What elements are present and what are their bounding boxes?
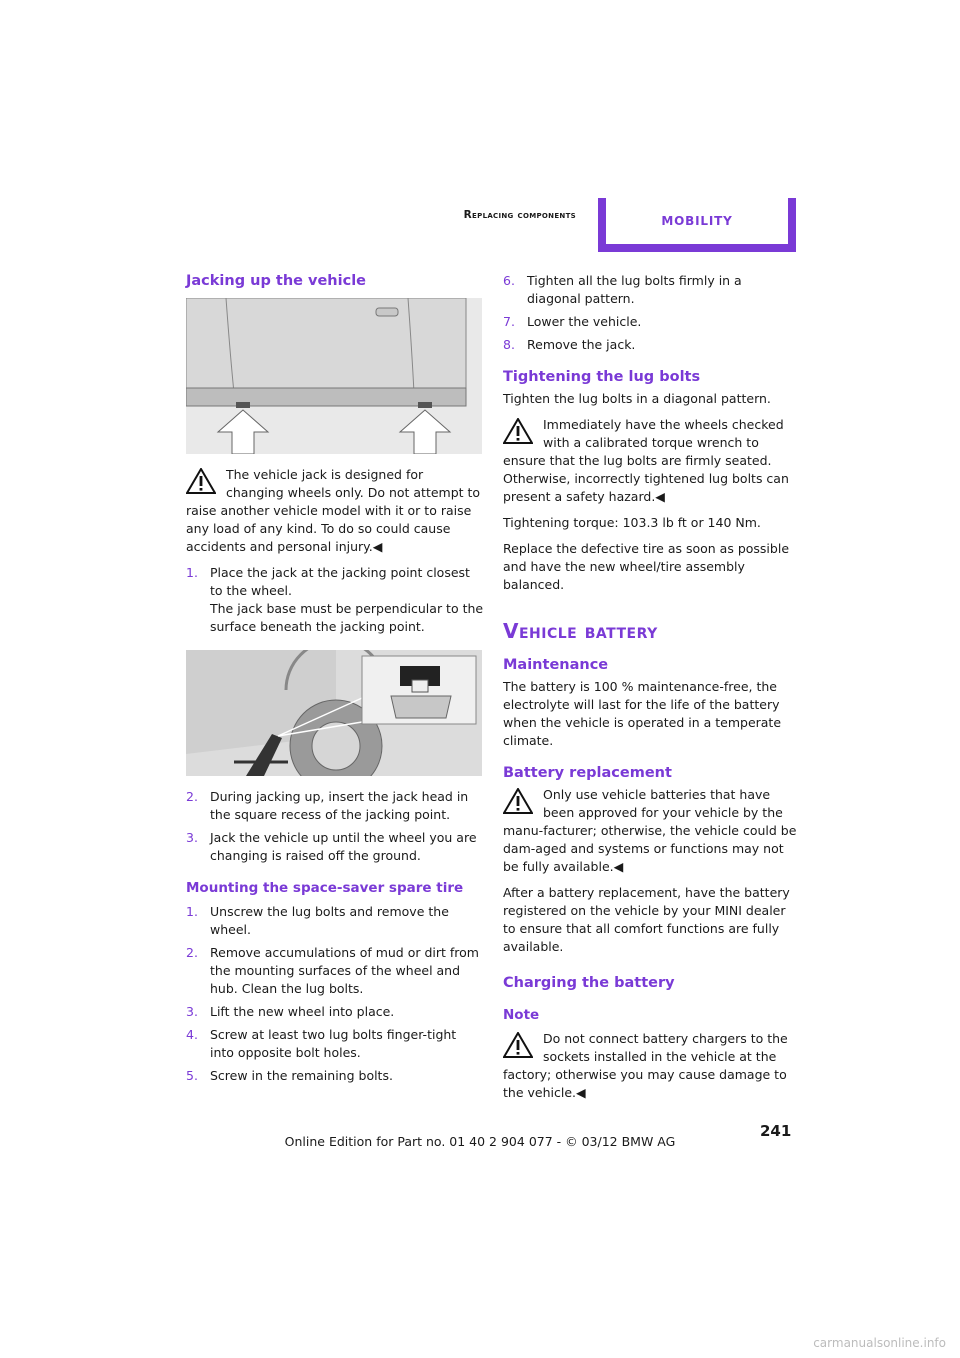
paragraph-replace: Replace the defective tire as soon as possible and have the new wheel/tire assembly balanced. (503, 541, 790, 592)
steps-jacking-b (186, 788, 484, 865)
heading-mounting: Mounting the space-saver spare tire (186, 880, 464, 896)
warning-jack-text: The vehicle jack is designed for changing wheels only. Do not attempt to raise another vehicle model with it or to raise any load of any kind. To do so could cause accidents and personal injury.◀ (186, 467, 481, 554)
list-item: 2. Remove accumulations of mud or dirt from the mounting surfaces of the wheel and hub. Clean the lug bolts. (186, 945, 479, 996)
heading-replacement: Battery replacement (503, 765, 672, 781)
figure-jacking-points (186, 298, 482, 454)
steps-jacking-a (186, 564, 484, 636)
warning-jack (186, 466, 484, 556)
list-item: 4. Screw at least two lug bolts finger-tight into opposite bolt holes. (186, 1027, 457, 1060)
heading-tightening: Tightening the lug bolts (503, 369, 701, 385)
warning-triangle-icon (503, 1032, 533, 1058)
chapter-tab (598, 198, 796, 252)
list-item: 8. Remove the jack. (503, 337, 636, 352)
paragraph-torque: Tightening torque: 103.3 lb ft or 140 Nm. (503, 515, 761, 530)
warning-battery-text: Only use vehicle batteries that have been approved for your vehicle by the manu-facturer; otherwise, the vehicle could be dam-aged and systems or functions may not be fully available.◀ (503, 787, 797, 874)
heading-maintenance: Maintenance (503, 657, 609, 673)
warning-torque (503, 416, 799, 506)
chapter-heading-battery: Vehicle battery (503, 619, 658, 643)
warning-torque-text: Immediately have the wheels checked with a calibrated torque wrench to ensure that the lug bolts are firmly seated. Otherwise, incorrectly tightened lug bolts can present a safety hazard.◀ (503, 417, 789, 504)
watermark: carmanualsonline.info (813, 1336, 946, 1350)
list-item: 1. Unscrew the lug bolts and remove the wheel. (186, 904, 449, 937)
heading-note: Note (503, 1007, 540, 1023)
steps-continued (503, 272, 799, 354)
left-column (186, 272, 484, 1093)
paragraph-maintenance: The battery is 100 % maintenance-free, the electrolyte will last for the life of the battery when the vehicle is operated in a temperate climate. (503, 679, 782, 748)
paragraph-after-replacement: After a battery replacement, have the battery registered on the vehicle by your MINI dealer to ensure that all comfort functions are fully available. (503, 885, 790, 954)
chapter-tab-label: MOBILITY (661, 214, 733, 228)
paragraph-tighten: Tighten the lug bolts in a diagonal pattern. (503, 391, 771, 406)
warning-triangle-icon (503, 418, 533, 444)
warning-triangle-icon (186, 468, 216, 494)
heading-charging: Charging the battery (503, 975, 675, 991)
figure-jack-placement (186, 650, 482, 776)
footer-edition: Online Edition for Part no. 01 40 2 904 077 - © 03/12 BMW AG (284, 1134, 676, 1149)
car-side-illustration (186, 298, 482, 454)
warning-charging (503, 1030, 799, 1102)
list-item: 6. Tighten all the lug bolts firmly in a diagonal pattern. (503, 273, 742, 306)
list-item: 7. Lower the vehicle. (503, 314, 642, 329)
warning-triangle-icon (503, 788, 533, 814)
jack-placement-illustration (186, 650, 482, 776)
list-item: 1. Place the jack at the jacking point closest to the wheel. The jack base must be perpendicular to the surface beneath the jacking point. (186, 565, 484, 634)
warning-charging-text: Do not connect battery chargers to the sockets installed in the vehicle at the factory; otherwise you may cause damage to the vehicle.◀ (503, 1031, 788, 1100)
steps-mounting (186, 903, 484, 1085)
list-item: 3. Jack the vehicle up until the wheel you are changing is raised off the ground. (186, 830, 477, 863)
running-header-section: Replacing components (463, 209, 576, 221)
list-item: 2. During jacking up, insert the jack head in the square recess of the jacking point. (186, 789, 469, 822)
heading-jacking: Jacking up the vehicle (186, 273, 367, 289)
warning-battery (503, 786, 799, 876)
right-column (503, 272, 799, 1110)
list-item: 3. Lift the new wheel into place. (186, 1004, 395, 1019)
list-item: 5. Screw in the remaining bolts. (186, 1068, 393, 1083)
page-number: 241 (760, 1122, 792, 1140)
